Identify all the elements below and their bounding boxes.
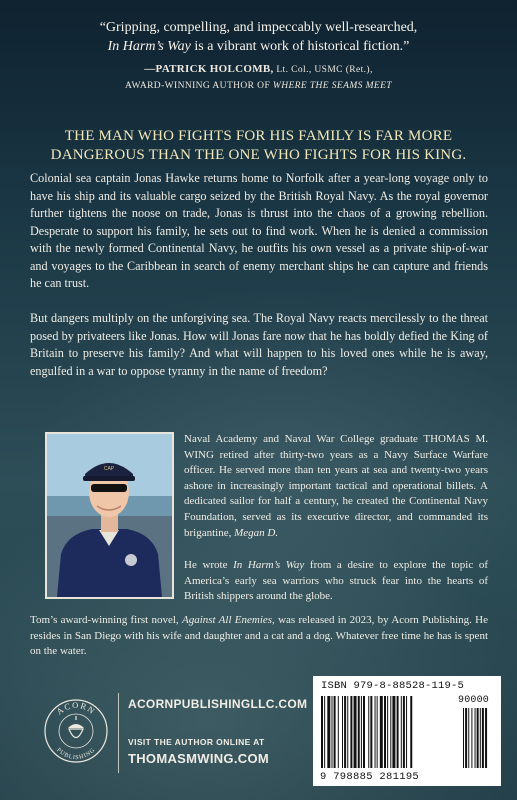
quote-line-2-rest: is a vibrant work of historical fiction.”: [190, 39, 410, 54]
acorn-logo-icon: [43, 698, 109, 764]
price-addon-number: 90000: [458, 695, 490, 706]
isbn-number: ISBN 979-8-88528-119-5: [321, 680, 465, 692]
bio-paragraph-3: [30, 613, 488, 660]
quote-book-title: In Harm’s Way: [107, 39, 191, 54]
bio-p2-post: from a desire to explore the topic of America’s early sea warriors who struck fear into the hearts of British shippers around the globe.: [184, 559, 488, 603]
barcode-digits: 9 798885 281195: [320, 771, 420, 783]
quote-line-2: [40, 37, 477, 56]
bio-p3-post: was released in 2023, by Acorn Publishing. He resides in San Diego with his wife and daughter and a cat and a dog. Whatever free time he has is spent on the water.: [30, 614, 489, 658]
first-novel-title: Against All Enemies,: [181, 614, 275, 626]
quote-line-1: “Gripping, compelling, and impeccably well-researched,: [99, 20, 418, 35]
headline-line-2: DANGEROUS THAN THE ONE WHO FIGHTS FOR HIS KING.: [50, 147, 467, 163]
attribution-line-1: [40, 62, 477, 78]
attribution-line-2: [40, 78, 477, 94]
publisher-website: ACORNPUBLISHINGLLC.COM: [128, 697, 308, 711]
acorn-publishing-logo: [43, 698, 109, 764]
endorsement-quote: [40, 18, 477, 56]
logo-text-bottom: PUBLISHING: [55, 747, 97, 762]
barcode-icon: [313, 676, 501, 786]
svg-text:CAP: CAP: [103, 466, 115, 472]
bio-paragraph-1: [184, 432, 488, 541]
author-photo-illustration: [47, 434, 172, 597]
author-photo: [45, 432, 174, 599]
logo-text-top: ACORN: [54, 700, 98, 717]
bio-p2-pre: He wrote: [184, 559, 234, 571]
bio-p3-pre: Tom’s award-winning first novel,: [30, 614, 182, 626]
endorser-book: WHERE THE SEAMS MEET: [272, 81, 392, 91]
visit-author-label: VISIT THE AUTHOR ONLINE AT: [128, 737, 265, 747]
author-website: THOMASMWING.COM: [128, 751, 269, 766]
tagline-headline: [20, 127, 497, 165]
synopsis-paragraph-1: Colonial sea captain Jonas Hawke returns home to Norfolk after a year-long voyage only to have his ship and its valuable cargo seized by the British Royal Navy. As the royal governor further tightens the noose on trade, Jonas is thrust into the chaos of a growing rebellion. Desperate to support his family, he sets out to find work. When he is denied a commission with the newly formed Continental Navy, he outfits his own vessel as a private ship-of-war and voyages to the Caribbean in search of enemy merchant ships he can capture and friends he can trust.: [30, 171, 488, 290]
synopsis-paragraph-2: But dangers multiply on the unforgiving sea. The Royal Navy reacts mercilessly to the threat posed by privateers like Jonas. How will Jonas fare now that he has boldly defied the King of Britain to preserve his family? And what will happen to his loved ones while he is away, engulfed in a war to oppose tyranny in the name of freedom?: [30, 311, 488, 378]
endorser-name: —PATRICK HOLCOMB,: [144, 63, 274, 75]
endorser-credit: AWARD-WINNING AUTHOR OF: [125, 81, 273, 91]
isbn-barcode-box: [313, 676, 501, 786]
endorsement-attribution: [40, 62, 477, 94]
bio-book-title: In Harm’s Way: [233, 559, 305, 571]
endorser-rank: Lt. Col., USMC (Ret.),: [273, 65, 373, 75]
publisher-divider: [118, 693, 119, 773]
bio-paragraph-2: [184, 558, 488, 605]
bio-text: Naval Academy and Naval War College graduate THOMAS M. WING retired after thirty-two years as a Navy Surface Warfare officer. He served more than ten years at sea and twenty-two years ashore in increasingly important tactical and operational billets. A dedicated sailor for half a century, he created the Continental Navy Foundation, served as its executive director, and commanded its brigantine,: [184, 433, 488, 539]
ship-name: Megan D.: [234, 526, 279, 539]
headline-line-1: THE MAN WHO FIGHTS FOR HIS FAMILY IS FAR MORE: [64, 128, 453, 144]
